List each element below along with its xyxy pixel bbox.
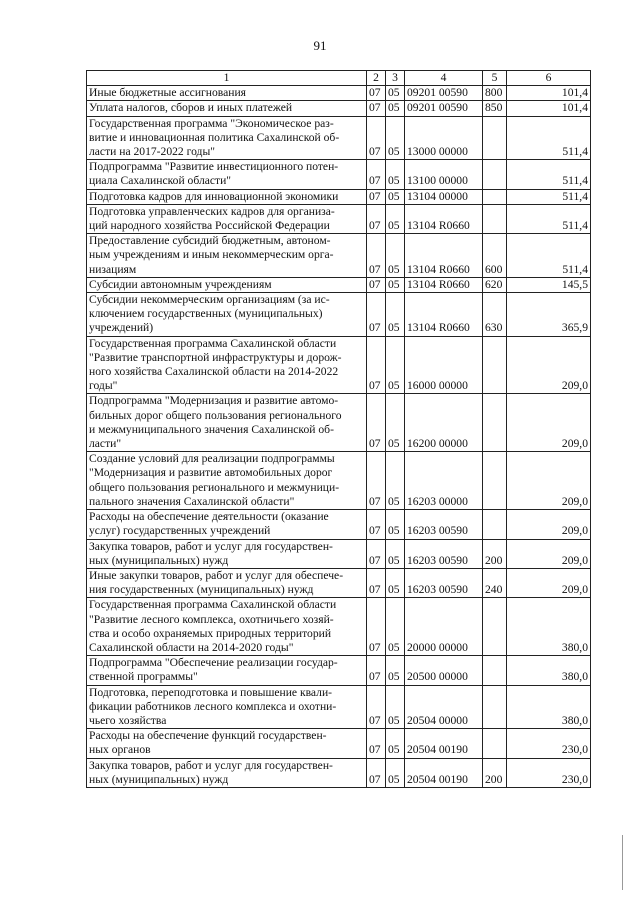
row-subsection-cell: 05 — [386, 598, 405, 656]
row-subsection-cell: 05 — [386, 336, 405, 394]
table-row — [87, 86, 591, 101]
row-subsection-cell: 05 — [386, 189, 405, 204]
row-name-cell: Подготовка управленческих кадров для организа- ций народного хозяйства Российской Федерации — [87, 204, 367, 233]
table-row — [87, 336, 591, 394]
row-subsection-cell: 05 — [386, 101, 405, 116]
row-target-item-cell: 16203 00000 — [405, 452, 483, 510]
table-row — [87, 204, 591, 233]
row-section-cell: 07 — [367, 86, 386, 101]
row-target-item-cell: 20500 00000 — [405, 656, 483, 685]
row-subsection-cell: 05 — [386, 685, 405, 729]
row-amount-cell: 230,0 — [507, 758, 591, 787]
row-subsection-cell: 05 — [386, 452, 405, 510]
row-amount-cell: 511,4 — [507, 189, 591, 204]
row-target-item-cell: 09201 00590 — [405, 86, 483, 101]
row-expense-type-cell — [483, 116, 507, 160]
row-target-item-cell: 16200 00000 — [405, 394, 483, 452]
row-expense-type-cell: 200 — [483, 539, 507, 568]
header-col-1: 1 — [87, 71, 367, 86]
scan-margin-line — [622, 835, 623, 890]
row-expense-type-cell — [483, 336, 507, 394]
header-col-2: 2 — [367, 71, 386, 86]
row-expense-type-cell — [483, 510, 507, 539]
page-number: 91 — [313, 38, 327, 53]
row-amount-cell: 101,4 — [507, 101, 591, 116]
row-expense-type-cell: 200 — [483, 758, 507, 787]
row-amount-cell: 209,0 — [507, 452, 591, 510]
row-amount-cell: 380,0 — [507, 656, 591, 685]
row-section-cell: 07 — [367, 336, 386, 394]
header-col-3: 3 — [386, 71, 405, 86]
row-amount-cell: 230,0 — [507, 729, 591, 758]
row-target-item-cell: 13104 R0660 — [405, 204, 483, 233]
row-section-cell: 07 — [367, 685, 386, 729]
row-expense-type-cell — [483, 598, 507, 656]
row-name-cell: Закупка товаров, работ и услуг для государствен- ных (муниципальных) нужд — [87, 539, 367, 568]
table-row — [87, 656, 591, 685]
row-target-item-cell: 20504 00190 — [405, 729, 483, 758]
row-expense-type-cell: 240 — [483, 568, 507, 597]
row-section-cell: 07 — [367, 277, 386, 292]
table-row — [87, 452, 591, 510]
row-expense-type-cell — [483, 394, 507, 452]
row-amount-cell: 511,4 — [507, 234, 591, 278]
row-amount-cell: 511,4 — [507, 160, 591, 189]
row-name-cell: Подпрограмма "Развитие инвестиционного потен- циала Сахалинской области" — [87, 160, 367, 189]
budget-table — [86, 70, 591, 788]
row-amount-cell: 209,0 — [507, 336, 591, 394]
row-subsection-cell: 05 — [386, 729, 405, 758]
table-row — [87, 539, 591, 568]
row-subsection-cell: 05 — [386, 116, 405, 160]
row-target-item-cell: 20000 00000 — [405, 598, 483, 656]
row-subsection-cell: 05 — [386, 234, 405, 278]
row-section-cell: 07 — [367, 204, 386, 233]
row-name-cell: Подпрограмма "Модернизация и развитие автомо- бильных дорог общего пользования регионального и межмуниципального значения Сахалинской об- ласти" — [87, 394, 367, 452]
row-subsection-cell: 05 — [386, 539, 405, 568]
row-section-cell: 07 — [367, 160, 386, 189]
table-row — [87, 758, 591, 787]
row-name-cell: Предоставление субсидий бюджетным, автоном- ным учреждениям и иным некоммерческим орга- низациям — [87, 234, 367, 278]
table-row — [87, 189, 591, 204]
table-row — [87, 568, 591, 597]
row-name-cell: Подготовка, переподготовка и повышение квали- фикации работников лесного комплекса и охотни- чьего хозяйства — [87, 685, 367, 729]
row-name-cell: Подпрограмма "Обеспечение реализации государ- ственной программы" — [87, 656, 367, 685]
row-expense-type-cell: 800 — [483, 86, 507, 101]
table-row — [87, 685, 591, 729]
table-row — [87, 101, 591, 116]
table-header — [87, 71, 591, 86]
row-target-item-cell: 16203 00590 — [405, 539, 483, 568]
row-name-cell: Государственная программа "Экономическое раз- витие и инновационная политика Сахалинской об- ласти на 2017-2022 годы" — [87, 116, 367, 160]
row-amount-cell: 145,5 — [507, 277, 591, 292]
row-name-cell: Иные закупки товаров, работ и услуг для обеспече- ния государственных (муниципальных) нужд — [87, 568, 367, 597]
row-subsection-cell: 05 — [386, 656, 405, 685]
row-expense-type-cell — [483, 452, 507, 510]
row-section-cell: 07 — [367, 656, 386, 685]
row-name-cell: Подготовка кадров для инновационной экономики — [87, 189, 367, 204]
row-name-cell: Уплата налогов, сборов и иных платежей — [87, 101, 367, 116]
row-target-item-cell: 13104 R0660 — [405, 234, 483, 278]
row-subsection-cell: 05 — [386, 160, 405, 189]
row-amount-cell: 511,4 — [507, 204, 591, 233]
table-row — [87, 234, 591, 278]
row-section-cell: 07 — [367, 394, 386, 452]
row-expense-type-cell — [483, 729, 507, 758]
row-amount-cell: 209,0 — [507, 539, 591, 568]
row-subsection-cell: 05 — [386, 510, 405, 539]
table-body — [87, 86, 591, 788]
row-target-item-cell: 09201 00590 — [405, 101, 483, 116]
header-row — [87, 71, 591, 86]
row-expense-type-cell — [483, 685, 507, 729]
row-expense-type-cell: 850 — [483, 101, 507, 116]
row-target-item-cell: 20504 00000 — [405, 685, 483, 729]
row-amount-cell: 209,0 — [507, 568, 591, 597]
row-name-cell: Государственная программа Сахалинской области "Развитие транспортной инфраструктуры и дорож- ного хозяйства Сахалинской области на 2014-2022 годы" — [87, 336, 367, 394]
table-row — [87, 394, 591, 452]
table-row — [87, 729, 591, 758]
row-amount-cell: 380,0 — [507, 685, 591, 729]
row-name-cell: Расходы на обеспечение деятельности (оказание услуг) государственных учреждений — [87, 510, 367, 539]
row-section-cell: 07 — [367, 598, 386, 656]
row-subsection-cell: 05 — [386, 277, 405, 292]
table-row — [87, 160, 591, 189]
row-name-cell: Государственная программа Сахалинской области "Развитие лесного комплекса, охотничьего хозяй- ства и особо охраняемых природных территорий Сахалинской области на 2014-2020 годы" — [87, 598, 367, 656]
row-expense-type-cell — [483, 204, 507, 233]
row-amount-cell: 380,0 — [507, 598, 591, 656]
row-target-item-cell: 13100 00000 — [405, 160, 483, 189]
row-section-cell: 07 — [367, 293, 386, 337]
row-amount-cell: 511,4 — [507, 116, 591, 160]
row-section-cell: 07 — [367, 758, 386, 787]
table-row — [87, 293, 591, 337]
table-row — [87, 277, 591, 292]
row-subsection-cell: 05 — [386, 758, 405, 787]
row-subsection-cell: 05 — [386, 204, 405, 233]
row-section-cell: 07 — [367, 452, 386, 510]
row-amount-cell: 209,0 — [507, 510, 591, 539]
row-target-item-cell: 16000 00000 — [405, 336, 483, 394]
table-row — [87, 510, 591, 539]
row-subsection-cell: 05 — [386, 568, 405, 597]
row-target-item-cell: 13104 R0660 — [405, 293, 483, 337]
row-subsection-cell: 05 — [386, 293, 405, 337]
row-name-cell: Субсидии некоммерческим организациям (за ис- ключением государственных (муниципальных) учреждений) — [87, 293, 367, 337]
row-section-cell: 07 — [367, 116, 386, 160]
row-name-cell: Создание условий для реализации подпрограммы "Модернизация и развитие автомобильных дорог общего пользования регионального и межмуници- пального значения Сахалинской области" — [87, 452, 367, 510]
row-target-item-cell: 13104 00000 — [405, 189, 483, 204]
row-name-cell: Субсидии автономным учреждениям — [87, 277, 367, 292]
row-amount-cell: 365,9 — [507, 293, 591, 337]
row-expense-type-cell: 600 — [483, 234, 507, 278]
row-section-cell: 07 — [367, 234, 386, 278]
row-expense-type-cell: 630 — [483, 293, 507, 337]
row-subsection-cell: 05 — [386, 86, 405, 101]
row-target-item-cell: 13104 R0660 — [405, 277, 483, 292]
row-subsection-cell: 05 — [386, 394, 405, 452]
row-expense-type-cell — [483, 656, 507, 685]
row-target-item-cell: 16203 00590 — [405, 510, 483, 539]
row-section-cell: 07 — [367, 568, 386, 597]
header-col-6: 6 — [507, 71, 591, 86]
row-amount-cell: 101,4 — [507, 86, 591, 101]
table-row — [87, 598, 591, 656]
header-col-5: 5 — [483, 71, 507, 86]
header-col-4: 4 — [405, 71, 483, 86]
row-section-cell: 07 — [367, 729, 386, 758]
row-section-cell: 07 — [367, 189, 386, 204]
row-target-item-cell: 16203 00590 — [405, 568, 483, 597]
table-row — [87, 116, 591, 160]
row-expense-type-cell: 620 — [483, 277, 507, 292]
row-name-cell: Закупка товаров, работ и услуг для государствен- ных (муниципальных) нужд — [87, 758, 367, 787]
row-expense-type-cell — [483, 189, 507, 204]
row-target-item-cell: 20504 00190 — [405, 758, 483, 787]
row-amount-cell: 209,0 — [507, 394, 591, 452]
row-section-cell: 07 — [367, 539, 386, 568]
row-target-item-cell: 13000 00000 — [405, 116, 483, 160]
row-name-cell: Расходы на обеспечение функций государствен- ных органов — [87, 729, 367, 758]
row-section-cell: 07 — [367, 101, 386, 116]
row-section-cell: 07 — [367, 510, 386, 539]
row-expense-type-cell — [483, 160, 507, 189]
row-name-cell: Иные бюджетные ассигнования — [87, 86, 367, 101]
